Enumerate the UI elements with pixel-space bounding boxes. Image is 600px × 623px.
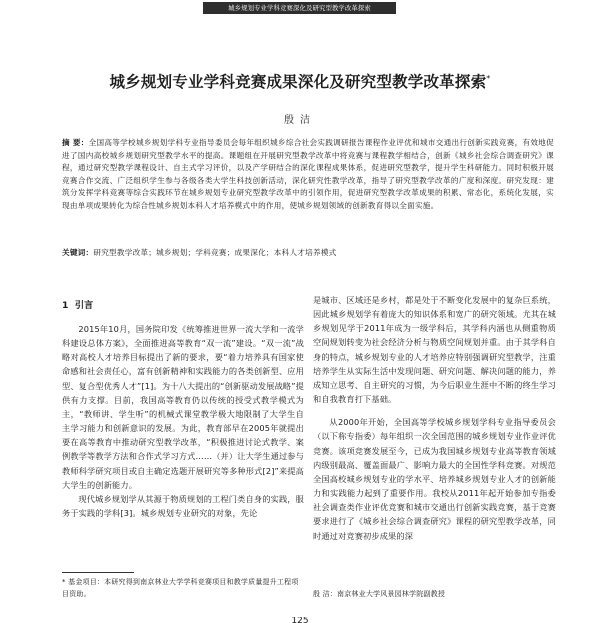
section-title: 引言 [74,300,94,311]
paper-title [40,70,560,92]
author-name: 殷洁 [284,115,316,126]
running-header [203,2,396,14]
left-column [62,322,304,520]
right-paragraph-2: 从2000年开始，全国高等学校城乡规划学科专业指导委员会（以下称专指委）每年组织一次全国范围的城乡规划专业作业评优竞赛。该项竞赛发展至今，已成为我国城乡规划专业高等教育领域内级别最高、覆盖面最广、影响力最大的全国性学科竞赛。对规范全国高校城乡规划专业的学水平、培养城乡规划专业人才的创新能力和实践能力起到了重要作用。我校从2011年起开始参加专指委社会调查类作业评优竞赛和城市交通出行创新实践竞赛，基于竞赛要求进行了《城乡社会综合调查研究》课程的研究型教学改革，同时通过对竞赛初步成果的深 [313,417,556,541]
section-heading [62,297,93,311]
abstract [62,137,554,213]
title-footnote-mark: * [486,73,491,83]
abstract-text: 全国高等学校城乡规划学科专业指导委员会每年组织城乡综合社会实践调研报告课程作业评优和城市交通出行创新实践竞赛，有效地促进了国内高校城乡规划研究型教学水平的提高。课题组在开展研究型教学改革中将竞赛与课程教学相结合，创新《城乡社会综合调查研究》课程，通过研究型教学课程设计、自主式学习评价，以及产学研结合的深化课程成果体系，促进研究型教学，提升学生科研能力。同时积极开展竞赛合作交流、广泛组织学生参与各级各类大学生科技创新活动，深化研究性教学改革，指导了研究型教学改革的广度和深度。研究发现：建筑分发挥学科竞赛等综合实践环节在城乡规划专业研究型教学改革中的引领作用，促进研究型教学改革成果的积累、常态化，系统化发展，实现由单项成果转化为综合性城乡规划本科人才培养模式中的作用，使城乡规划领域的创新教育得以全面实施。 [62,138,554,210]
footnote-author: 殷 洁：南京林业大学风景园林学院副教授 [313,590,446,598]
right-column [313,293,556,543]
section-number: 1 [62,300,69,311]
abstract-label: 摘 要： [62,138,89,147]
running-header-text: 城乡规划专业学科竞赛深化及研究型教学改革探索 [228,4,371,12]
keywords-label: 关键词： [62,248,94,257]
left-paragraph-1: 2015年10月，国务院印发《统筹推进世界一流大学和一流学科建设总体方案》，全面推进高等教育“双一流”建设。“双一流”战略对高校人才培养目标提出了新的要求，要“着力培养具有国家使命感和社会责任心，富有创新精神和实践能力的各类创新型、应用型、复合型优秀人才”[1]。为十八大提出的“创新驱动发展战略”提供有力支撑。目前，我国高等教育仍以传统的授受式教学模式为主，“教师讲、学生听”的机械式课堂教学极大地限制了大学生自主学习能力和创新意识的发展。为此，教育部早在2005年就提出要在高等教育中推动研究型教学改革，“积极推进讨论式教学、案例教学等教学方法和合作式学习方式……（并）让大学生通过参与教师科学研究项目或自主确定选题开展研究等多种形式[2]”来提高大学生的创新能力。 [62,324,304,490]
keywords-text: 研究型教学改革；城乡规划；学科竞赛；成果深化；本科人才培养模式 [93,248,337,257]
keywords [62,247,554,259]
footnote-divider [62,572,134,573]
footnote-funding: * 基金项目：本研究得到南京林业大学学科竞赛项目和教学质量提升工程项目资助。 [62,578,299,598]
right-paragraph-1: 是城市、区域还是乡村，都是处于不断变化发展中的复杂巨系统，因此城乡规划学有着庞大的知识体系和宽广的研究领域。尤其在城乡规划见学于2011年成为一级学科后，其学科内涵也从侧重物质空间规划转变为社会经济分析与物质空间规划并重。由于其学科自身的特点，城乡规划专业的人才培养应特别强调研究型教学，注重培养学生从实际生活中发现问题、研究问题、解决问题的能力，养成知立思考、自主研究的习惯，为今后职业生涯中不断的终生学习和自我教育打下基础。 [313,295,556,405]
page-number: 125 [291,617,309,623]
paper-title-text: 城乡规划专业学科竞赛成果深化及研究型教学改革探索 [109,73,487,91]
left-paragraph-2: 现代城乡规划学从其源于物质规划的工程门类自身的实践，服务于实践的学科[3]。城乡规划专业研究的对象，先论 [62,493,304,519]
